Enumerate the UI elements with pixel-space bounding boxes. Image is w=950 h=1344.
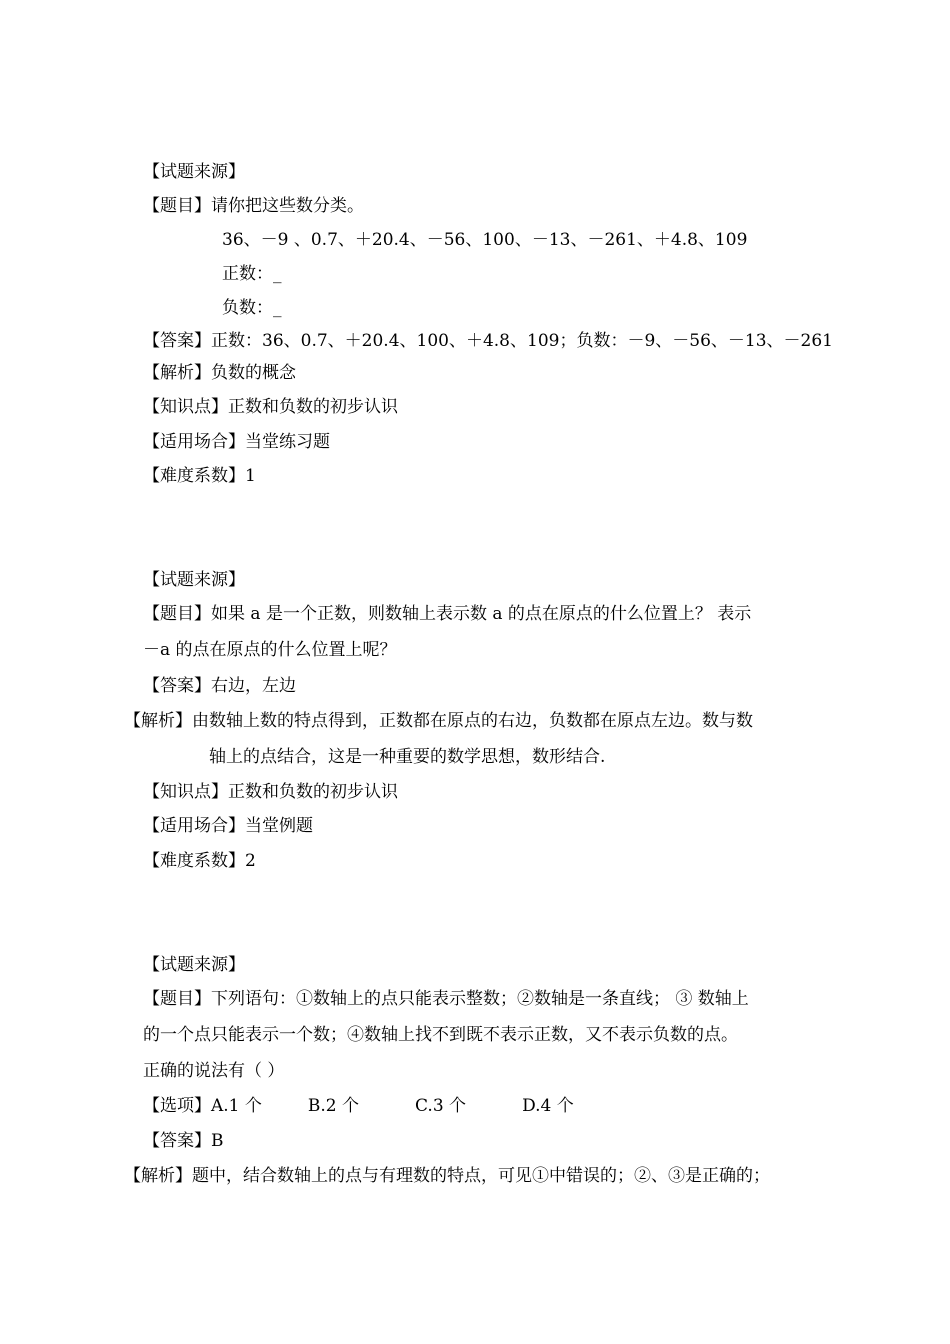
option-d: D.4 个 xyxy=(522,1096,574,1116)
q2-knowledge: 【知识点】正数和负数的初步认识 xyxy=(143,782,398,802)
q1-occasion: 【适用场合】当堂练习题 xyxy=(143,432,330,452)
q2-analysis-line-1: 【解析】由数轴上数的特点得到，正数都在原点的右边，负数都在原点左边。数与数 xyxy=(124,711,753,731)
q3-question-line-1: 【题目】下列语句：①数轴上的点只能表示整数；②数轴是一条直线； ③ 数轴上 xyxy=(143,989,749,1009)
option-c: C.3 个 xyxy=(415,1096,467,1116)
q3-source: 【试题来源】 xyxy=(143,955,245,975)
q3-answer: 【答案】B xyxy=(143,1131,224,1151)
q2-question-line-1: 【题目】如果 a 是一个正数，则数轴上表示数 a 的点在原点的什么位置上？ 表示 xyxy=(143,604,752,624)
q1-question: 【题目】请你把这些数分类。 xyxy=(143,196,364,216)
option-b: B.2 个 xyxy=(307,1096,360,1116)
q2-difficulty: 【难度系数】2 xyxy=(143,851,256,871)
q1-difficulty: 【难度系数】1 xyxy=(143,466,256,486)
q2-analysis-line-2: 轴上的点结合，这是一种重要的数学思想，数形结合. xyxy=(209,747,606,767)
q3-analysis: 【解析】题中，结合数轴上的点与有理数的特点，可见①中错误的；②、③是正确的； xyxy=(124,1166,770,1186)
q1-negative: 负数：_ xyxy=(222,298,282,318)
q1-positive: 正数：_ xyxy=(222,264,282,284)
q3-question-line-3: 正确的说法有（ ） xyxy=(143,1061,285,1081)
q1-answer: 【答案】正数：36、0.7、＋20.4、100、＋4.8、109；负数：－9、－56、－13、－261 xyxy=(143,331,833,351)
q1-analysis: 【解析】负数的概念 xyxy=(143,363,296,383)
q2-occasion: 【适用场合】当堂例题 xyxy=(143,816,313,836)
q1-numbers: 36、－9 、0.7、＋20.4、－56、100、－13、－261、＋4.8、109 xyxy=(222,230,748,250)
q1-source: 【试题来源】 xyxy=(143,162,245,182)
q3-options: 【选项】A.1 个 B.2 个 C.3 个 D.4 个 xyxy=(143,1096,574,1116)
option-a: A.1 个 xyxy=(211,1096,262,1116)
q1-knowledge: 【知识点】正数和负数的初步认识 xyxy=(143,397,398,417)
q2-answer: 【答案】右边，左边 xyxy=(143,676,296,696)
q2-source: 【试题来源】 xyxy=(143,570,245,590)
q2-question-line-2: －a 的点在原点的什么位置上呢？ xyxy=(143,640,397,660)
q3-question-line-2: 的一个点只能表示一个数；④数轴上找不到既不表示正数，又不表示负数的点。 xyxy=(143,1025,738,1045)
